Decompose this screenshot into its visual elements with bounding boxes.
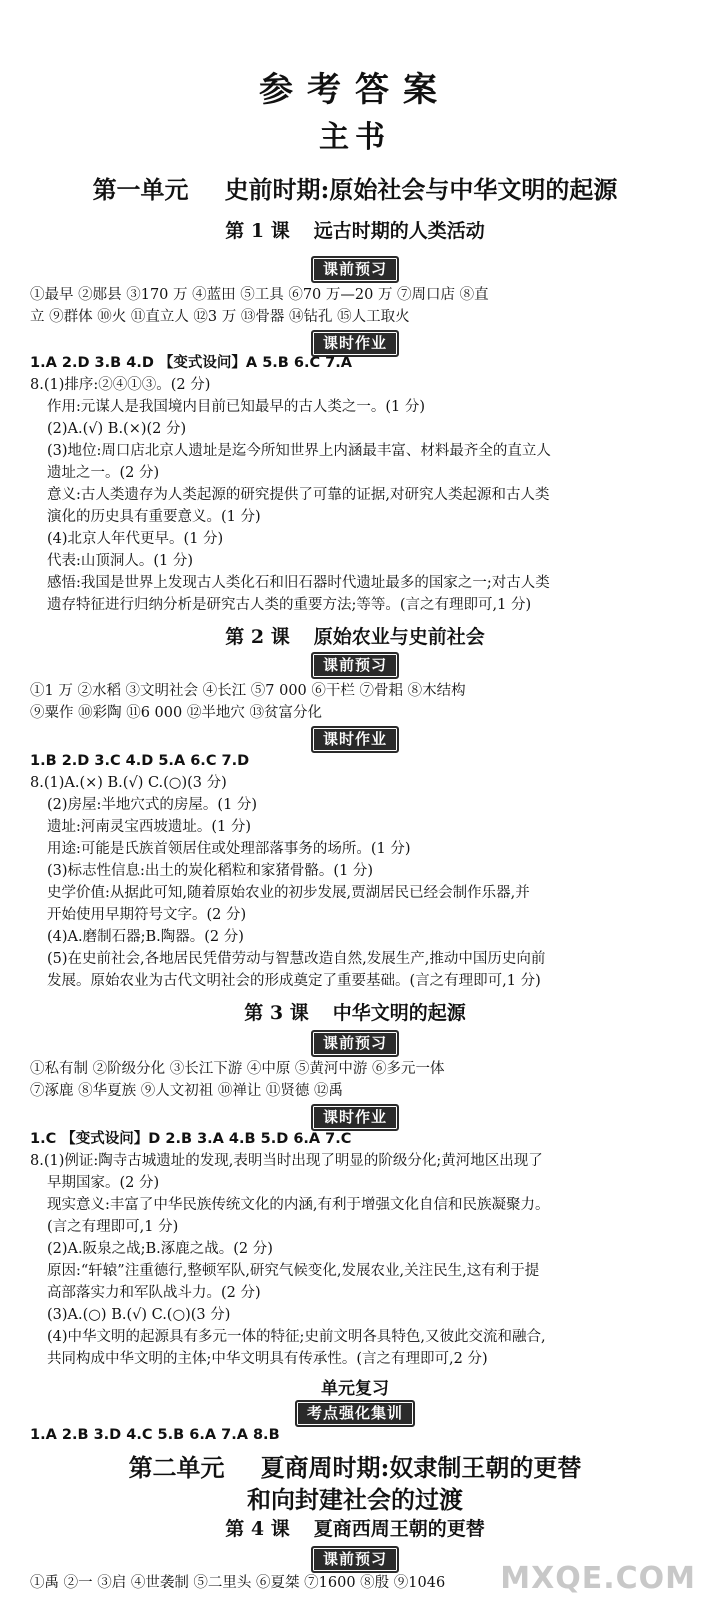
preview-answers: 立 ⑨群体 ⑩火 ⑪直立人 ⑫3 万 ⑬骨器 ⑭钻孔 ⑮人工取火 — [30, 309, 410, 325]
unit-title: 夏商周时期:奴隶制王朝的更替 — [260, 1453, 582, 1482]
choice-answers: 1.C 【变式设问】D 2.B 3.A 4.B 5.D 6.A 7.C — [30, 1131, 352, 1147]
answer-line: (5)在史前社会,各地居民凭借劳动与智慧改造自然,发展生产,推动中国历史向前 — [47, 951, 546, 967]
answer-line: 开始使用早期符号文字。(2 分) — [47, 907, 247, 923]
preview-tag: 课前预习 — [311, 256, 399, 283]
answer-line: 现实意义:丰富了中华民族传统文化的内涵,有利于增强文化自信和民族凝聚力。 — [47, 1197, 550, 1213]
lesson-heading — [0, 216, 710, 243]
preview-tag: 课前预习 — [311, 652, 399, 679]
answer-line: 8.(1)例证:陶寺古城遗址的发现,表明当时出现了明显的阶级分化;黄河地区出现了 — [30, 1153, 543, 1169]
answer-line: (4)北京人年代更早。(1 分) — [47, 531, 224, 547]
lesson-title: 夏商西周王朝的更替 — [313, 1518, 485, 1540]
answer-line: 8.(1)A.(×) B.(√) C.(○)(3 分) — [30, 775, 227, 791]
homework-tag: 课时作业 — [311, 1104, 399, 1131]
choice-answers: 1.B 2.D 3.C 4.D 5.A 6.C 7.D — [30, 753, 250, 769]
preview-tag: 课前预习 — [311, 1030, 399, 1057]
lesson-number: 第 3 课 — [244, 1002, 309, 1024]
answer-line: 早期国家。(2 分) — [47, 1175, 160, 1191]
unit-title: 史前时期:原始社会与中华文明的起源 — [224, 175, 618, 204]
unit-label: 第一单元 — [92, 175, 189, 204]
preview-answers: ⑨粟作 ⑩彩陶 ⑪6 000 ⑫半地穴 ⑬贫富分化 — [30, 705, 322, 721]
lesson-title: 远古时期的人类活动 — [313, 220, 485, 242]
answer-line: 演化的历史具有重要意义。(1 分) — [47, 509, 261, 525]
homework-tag: 课时作业 — [311, 330, 399, 357]
answer-line: 原因:“轩辕”注重德行,整顿军队,研究气候变化,发展农业,关注民生,这有利于提 — [47, 1263, 540, 1279]
answer-line: 史学价值:从据此可知,随着原始农业的初步发展,贾湖居民已经会制作乐器,并 — [47, 885, 530, 901]
answer-line: 发展。原始农业为古代文明社会的形成奠定了重要基础。(言之有理即可,1 分) — [47, 973, 541, 989]
lesson-title: 原始农业与史前社会 — [313, 626, 485, 648]
answer-line: 8.(1)排序:②④①③。(2 分) — [30, 377, 211, 393]
answer-line: 意义:古人类遗存为人类起源的研究提供了可靠的证据,对研究人类起源和古人类 — [47, 487, 550, 503]
unit-heading — [0, 1448, 710, 1483]
preview-answers: ①私有制 ②阶级分化 ③长江下游 ④中原 ⑤黄河中游 ⑥多元一体 — [30, 1061, 445, 1077]
preview-answers: ①最早 ②郧县 ③170 万 ④蓝田 ⑤工具 ⑥70 万—20 万 ⑦周口店 ⑧直 — [30, 287, 489, 303]
lesson-heading — [0, 622, 710, 649]
unit-title-line2: 和向封建社会的过渡 — [247, 1485, 463, 1514]
choice-answers: 1.A 2.D 3.B 4.D 【变式设问】A 5.B 6.C 7.A — [30, 355, 353, 371]
watermark-logo: MXQE.COM — [500, 1561, 696, 1596]
unit-label: 第二单元 — [128, 1453, 225, 1482]
unit-heading — [0, 170, 710, 205]
answer-line: (2)房屋:半地穴式的房屋。(1 分) — [47, 797, 258, 813]
preview-answers: ①1 万 ②水稻 ③文明社会 ④长江 ⑤7 000 ⑥干栏 ⑦骨耜 ⑧木结构 — [30, 683, 466, 699]
answer-line: 遗址:河南灵宝西坡遗址。(1 分) — [47, 819, 252, 835]
lesson-title: 中华文明的起源 — [332, 1002, 466, 1024]
answer-line: 代表:山顶洞人。(1 分) — [47, 553, 194, 569]
homework-tag: 课时作业 — [311, 726, 399, 753]
answer-line: 高部落实力和军队战斗力。(2 分) — [47, 1285, 261, 1301]
preview-answers: ⑦涿鹿 ⑧华夏族 ⑨人文初祖 ⑩禅让 ⑪贤德 ⑫禹 — [30, 1083, 344, 1099]
answer-line: (4)中华文明的起源具有多元一体的特征;史前文明各具特色,又彼此交流和融合, — [47, 1329, 546, 1345]
unit-review-title: 单元复习 — [321, 1379, 389, 1399]
answer-line: 共同构成中华文明的主体;中华文明具有传承性。(言之有理即可,2 分) — [47, 1351, 488, 1367]
answer-line: (3)地位:周口店北京人遗址是迄今所知世界上内涵最丰富、材料最齐全的直立人 — [47, 443, 551, 459]
page-subtitle: 主书 — [319, 120, 391, 155]
answer-line: 遗存特征进行归纳分析是研究古人类的重要方法;等等。(言之有理即可,1 分) — [47, 597, 532, 613]
lesson-heading — [0, 1514, 710, 1541]
answer-line: 遗址之一。(2 分) — [47, 465, 160, 481]
answer-line: (3)A.(○) B.(√) C.(○)(3 分) — [47, 1307, 231, 1323]
lesson-number: 第 4 课 — [225, 1518, 290, 1540]
answer-line: 感悟:我国是世界上发现古人类化石和旧石器时代遗址最多的国家之一;对古人类 — [47, 575, 550, 591]
lesson-number: 第 2 课 — [225, 626, 290, 648]
lesson-number: 第 1 课 — [225, 220, 290, 242]
lesson-heading — [0, 998, 710, 1025]
answer-line: (2)A.(√) B.(×)(2 分) — [47, 421, 187, 437]
answer-line: (言之有理即可,1 分) — [47, 1219, 179, 1235]
answer-line: 用途:可能是氏族首领居住或处理部落事务的场所。(1 分) — [47, 841, 411, 857]
preview-tag: 课前预习 — [311, 1546, 399, 1573]
page-title: 参考答案 — [259, 70, 451, 110]
review-answers: 1.A 2.B 3.D 4.C 5.B 6.A 7.A 8.B — [30, 1427, 280, 1443]
answer-line: 作用:元谋人是我国境内目前已知最早的古人类之一。(1 分) — [47, 399, 426, 415]
answer-line: (3)标志性信息:出土的炭化稻粒和家猪骨骼。(1 分) — [47, 863, 374, 879]
preview-answers: ①禹 ②一 ③启 ④世袭制 ⑤二里头 ⑥夏桀 ⑦1600 ⑧殷 ⑨1046 — [30, 1575, 446, 1591]
review-tag: 考点强化集训 — [295, 1400, 415, 1427]
answer-line: (2)A.阪泉之战;B.涿鹿之战。(2 分) — [47, 1241, 273, 1257]
answer-line: (4)A.磨制石器;B.陶器。(2 分) — [47, 929, 244, 945]
